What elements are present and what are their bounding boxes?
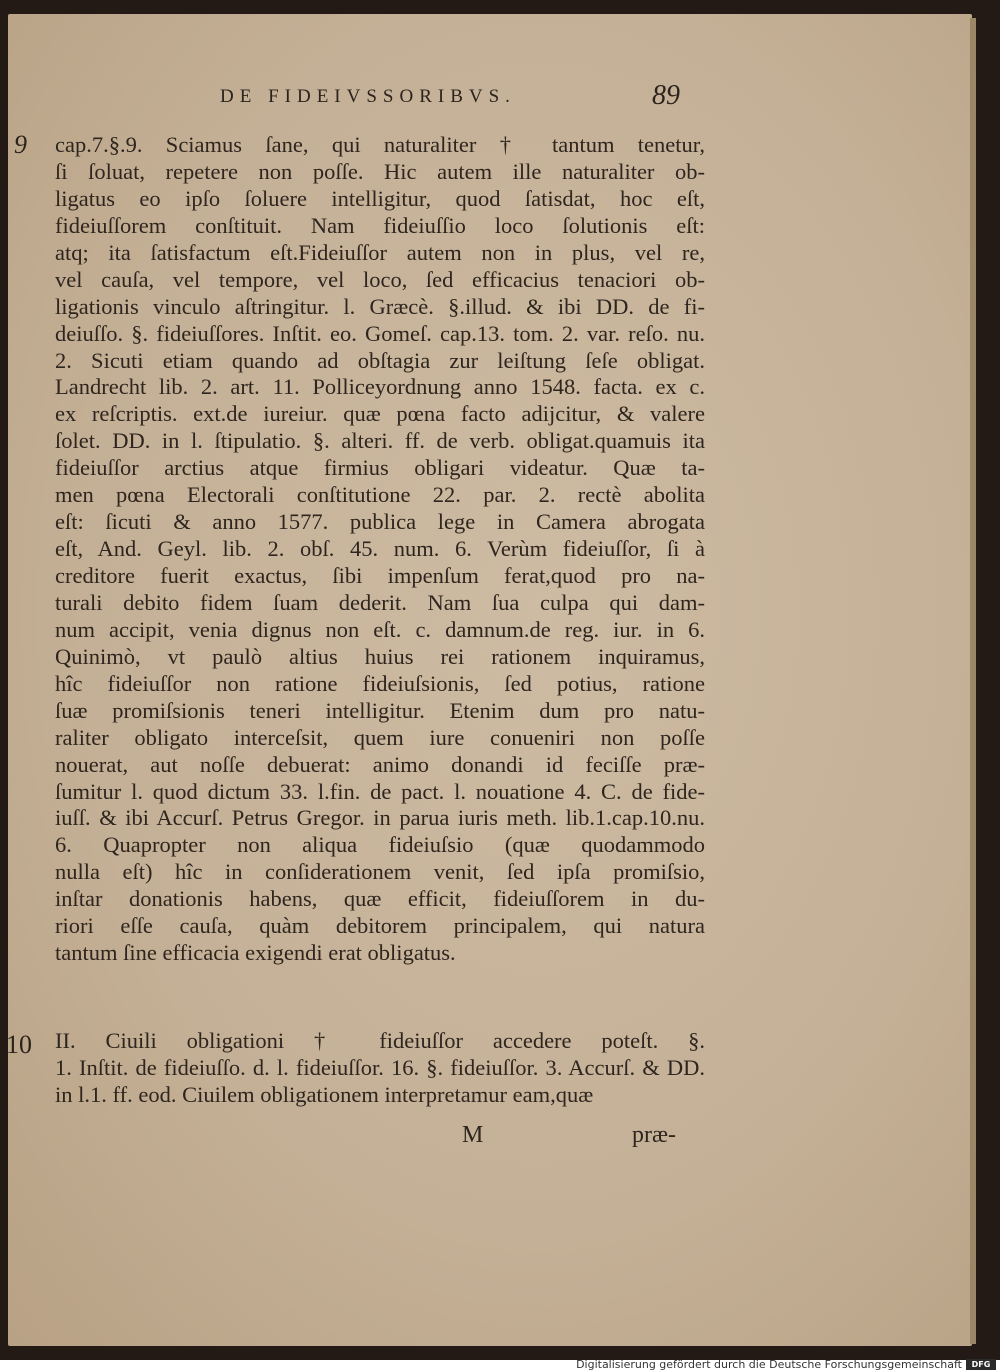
running-title: DE FIDEIVSSORIBVS. <box>220 86 516 107</box>
text-line: Landrecht lib. 2. art. 11. Polliceyordnung anno 1548. facta. ex c. <box>55 374 705 400</box>
text-line: deiuſſo. §. fideiuſſores. Inſtit. eo. Gomeſ. cap.13. tom. 2. var. reſo. nu. <box>55 320 705 346</box>
page-edge <box>970 18 976 1344</box>
text-line: creditore fuerit exactus, ſibi impenſum ferat,quod pro na- <box>55 563 705 588</box>
text-line: eſt, And. Geyl. lib. 2. obſ. 45. num. 6. Verùm fideiuſſor, ſi à <box>55 536 705 562</box>
page-number: 89 <box>652 80 680 111</box>
margin-number-10: 10 <box>6 1030 32 1059</box>
catchword: præ- <box>632 1122 676 1148</box>
text-line: Quinimò, vt paulò altius huius rei rationem inquiramus, <box>55 643 705 669</box>
text-line: nouerat, aut noſſe debuerat: animo donandi id feciſſe præ- <box>55 751 705 777</box>
signature-mark: M <box>462 1122 484 1148</box>
text-line: iuſſ. & ibi Accurſ. Petrus Gregor. in parua iuris meth. lib.1.cap.10.nu. <box>55 805 705 831</box>
paragraph-1 <box>55 132 705 967</box>
text-line: ligatus eo ipſo ſoluere intelligitur, quod ſatisdat, hoc eſt, <box>55 185 705 211</box>
text-line: in l.1. ff. eod. Ciuilem obligationem interpretamur eam,quæ <box>55 1081 594 1107</box>
text-line: men pœna Electorali conſtitutione 22. par. 2. rectè abolita <box>55 482 705 508</box>
margin-number-9: 9 <box>14 130 27 159</box>
paragraph-2 <box>55 1028 705 1109</box>
text-line: vel cauſa, vel tempore, vel loco, ſed efficacius tenaciori ob- <box>55 266 705 292</box>
text-line: cap.7.§.9. Sciamus ſane, qui naturaliter † tantum tenetur, <box>55 132 705 157</box>
text-line: ex reſcriptis. ext.de iureiur. quæ pœna facto adijcitur, & valere <box>55 401 705 427</box>
text-line: atq; ita ſatisfactum eſt.Fideiuſſor autem non in plus, vel re, <box>55 239 705 265</box>
text-line: nulla eſt) hîc in conſiderationem venit, ſed ipſa promiſsio, <box>55 859 705 885</box>
text-line: ſi ſoluat, repetere non poſſe. Hic autem ille naturaliter ob- <box>55 158 705 184</box>
text-line: riori eſſe cauſa, quàm debitorem principalem, qui natura <box>55 913 705 939</box>
text-line: ſumitur l. quod dictum 33. l.fin. de pact. l. nouatione 4. C. de fide- <box>55 778 705 804</box>
text-line: fideiuſſorem conſtituit. Nam fideiuſſio loco ſolutionis eſt: <box>55 212 705 238</box>
text-line: raliter obligato interceſsit, quem iure conueniri non poſſe <box>55 724 705 750</box>
dfg-logo: DFG <box>966 1359 996 1370</box>
text-line: 2. Sicuti etiam quando ad obſtagia zur leiſtung ſeſe obligat. <box>55 347 705 373</box>
text-line: turali debito fidem ſuam dederit. Nam ſua culpa qui dam- <box>55 589 705 615</box>
text-line: num accipit, venia dignus non eſt. c. damnum.de reg. iur. in 6. <box>55 616 705 642</box>
text-line: ſuæ promiſsionis teneri intelligitur. Etenim dum pro natu- <box>55 697 705 723</box>
text-line: 1. Inſtit. de fideiuſſo. d. l. fideiuſſor. 16. §. fideiuſſor. 3. Accurſ. & DD. <box>55 1054 705 1080</box>
footer-credit: Digitalisierung gefördert durch die Deutsche Forschungsgemeinschaft <box>576 1358 962 1371</box>
text-line: ſolet. DD. in l. ſtipulatio. §. alteri. ff. de verb. obligat.quamuis ita <box>55 428 705 454</box>
running-header <box>220 80 740 116</box>
text-line: tantum ſine efficacia exigendi erat obligatus. <box>55 940 456 966</box>
text-line: inſtar donationis habens, quæ efficit, fideiuſſorem in du- <box>55 886 705 912</box>
text-line: fideiuſſor arctius atque firmius obligari videatur. Quæ ta- <box>55 455 705 481</box>
text-line: hîc fideiuſſor non ratione fideiuſsionis, ſed potius, ratione <box>55 670 705 696</box>
text-line: ligationis vinculo aſtringitur. l. Græcè. §.illud. & ibi DD. de fi- <box>55 293 705 319</box>
text-line: 6. Quapropter non aliqua fideiuſsio (quæ quodammodo <box>55 832 705 858</box>
text-line: II. Ciuili obligationi † fideiuſſor accedere poteſt. §. <box>55 1028 705 1053</box>
text-line: eſt: ſicuti & anno 1577. publica lege in Camera abrogata <box>55 509 705 535</box>
